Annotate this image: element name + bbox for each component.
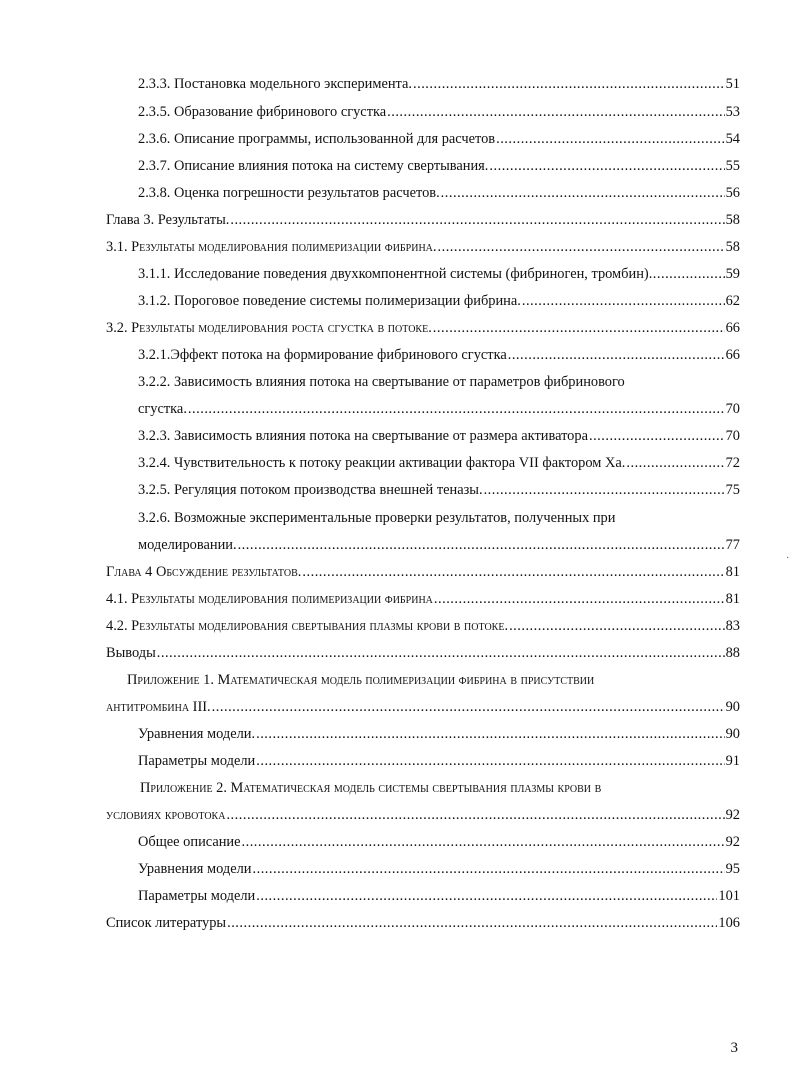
toc-entry-page: 75 [725, 482, 740, 498]
toc-entry [138, 752, 740, 770]
toc-leader-dots [227, 914, 717, 932]
toc-leader-dots [508, 346, 725, 364]
toc-entry-page: 58 [725, 212, 740, 228]
toc-entry-page: 90 [725, 726, 740, 742]
toc-entry-page: 92 [725, 834, 740, 850]
toc-leader-dots [212, 698, 725, 716]
toc-entry [138, 292, 740, 310]
toc-entry-page: 55 [725, 158, 740, 174]
toc-entry [138, 887, 740, 905]
toc-entry-title-line1: 3.2.2. Зависимость влияния потока на свертывание от параметров фибринового [138, 374, 625, 390]
toc-entry-page: 66 [725, 347, 740, 363]
toc-entry-page: 92 [725, 807, 740, 823]
toc-entry [106, 563, 740, 581]
toc-leader-dots [302, 563, 724, 581]
toc-leader-dots [256, 752, 724, 770]
toc-entry [138, 157, 740, 175]
toc-entry [106, 617, 740, 635]
toc-entry-title-continuation: моделировании. [138, 537, 237, 553]
toc-entry-page: 62 [725, 293, 740, 309]
toc-entry-page: 58 [725, 239, 740, 255]
toc-entry [138, 833, 740, 851]
toc-entry [138, 725, 740, 743]
toc-entry-page: 81 [725, 591, 740, 607]
toc-leader-dots [434, 590, 725, 608]
toc-entry [106, 319, 740, 337]
toc-entry-title: Уравнения модели [138, 861, 252, 877]
toc-entry-title: 3.1.1. Исследование поведения двухкомпонентной системы (фибриноген, тромбин) [138, 266, 649, 282]
toc-leader-dots [238, 536, 725, 554]
toc-entry-title-line1: 3.2.6. Возможные экспериментальные проверки результатов, полученных при [138, 510, 616, 526]
toc-leader-dots [387, 103, 724, 121]
toc-entry-title: 3.1. Результаты моделирования полимеризации фибрина. [106, 239, 437, 255]
toc-entry-page: 70 [725, 401, 740, 417]
toc-entry-page: 101 [718, 888, 740, 904]
toc-leader-dots [496, 130, 725, 148]
toc-entry [138, 860, 740, 878]
toc-leader-dots [626, 454, 724, 472]
toc-leader-dots [522, 292, 725, 310]
toc-entry-title: 3.2. Результаты моделирования роста сгустка в потоке. [106, 320, 432, 336]
toc-entry-title: Параметры модели [138, 753, 256, 769]
toc-entry [106, 644, 740, 662]
toc-entry-title: 3.2.3. Зависимость влияния потока на свертывание от размера активатора [138, 428, 588, 444]
toc-entry-page: 90 [725, 699, 740, 715]
toc-entry-title: 4.2. Результаты моделирования свертывания плазмы крови в потоке. [106, 618, 509, 634]
toc-entry-page: 106 [718, 915, 740, 931]
toc-leader-dots [589, 427, 725, 445]
toc-entry-page: 53 [725, 104, 740, 120]
toc-entry-page: 88 [725, 645, 740, 661]
toc-entry-page: 91 [725, 753, 740, 769]
toc-entry-page: 81 [725, 564, 740, 580]
toc-entry-page: 77 [725, 537, 740, 553]
toc-entry [138, 536, 740, 554]
toc-entry-title: Выводы [106, 645, 156, 661]
toc-leader-dots [441, 184, 725, 202]
toc-leader-dots [649, 265, 726, 283]
scan-artifact-mark: · [786, 553, 790, 564]
toc-entry [138, 75, 740, 93]
toc-entry-page: 54 [725, 131, 740, 147]
toc-entry [138, 184, 740, 202]
toc-entry-title: 2.3.6. Описание программы, использованной для расчетов [138, 131, 496, 147]
toc-entry-title: Список литературы [106, 915, 227, 931]
toc-entry [106, 211, 740, 229]
toc-leader-dots [484, 481, 725, 499]
toc-entry [106, 590, 740, 608]
toc-entry [106, 238, 740, 256]
toc-leader-dots [413, 75, 725, 93]
toc-entry-title: 3.2.4. Чувствительность к потоку реакции активации фактора VII фактором Ха. [138, 455, 626, 471]
toc-leader-dots [256, 887, 717, 905]
toc-entry [138, 346, 740, 364]
toc-entry-title-continuation: антитромбина III. [106, 699, 211, 715]
toc-entry-title: Параметры модели [138, 888, 256, 904]
toc-entry-page: 70 [725, 428, 740, 444]
toc-entry [138, 427, 740, 445]
page-number: 3 [730, 1040, 738, 1056]
toc-entry-page: 95 [725, 861, 740, 877]
toc-entry-title-continuation: сгустка. [138, 401, 187, 417]
toc-entry-page: 51 [725, 76, 740, 92]
toc-leader-dots [157, 644, 725, 662]
toc-leader-dots [438, 238, 725, 256]
toc-entry [138, 481, 740, 499]
toc-entry-title: 3.2.5. Регуляция потоком производства внешней теназы. [138, 482, 483, 498]
toc-entry-title: Глава 3. Результаты. [106, 212, 230, 228]
toc-entry [138, 130, 740, 148]
toc-leader-dots [256, 725, 725, 743]
toc-entry-page: 72 [725, 455, 740, 471]
toc-leader-dots [230, 211, 724, 229]
toc-entry [138, 103, 740, 121]
toc-entry [106, 698, 740, 716]
toc-leader-dots [509, 617, 725, 635]
toc-leader-dots [253, 860, 725, 878]
toc-leader-dots [226, 806, 724, 824]
toc-entry [106, 806, 740, 824]
toc-entry [138, 400, 740, 418]
toc-entry-title: Общее описание [138, 834, 241, 850]
toc-entry [138, 454, 740, 472]
toc-entry-title: 3.2.1.Эффект потока на формирование фибринового сгустка [138, 347, 507, 363]
toc-entry-title-line1: Приложение 2. Математическая модель системы свертывания плазмы крови в [140, 780, 602, 796]
toc-entry-title: 2.3.3. Постановка модельного эксперимента. [138, 76, 413, 92]
toc-entry-title: 2.3.7. Описание влияния потока на систему свертывания. [138, 158, 489, 174]
toc-entry-title: 2.3.5. Образование фибринового сгустка [138, 104, 387, 120]
toc-entry-title: 2.3.8. Оценка погрешности результатов расчетов. [138, 185, 440, 201]
toc-entry-page: 83 [725, 618, 740, 634]
toc-entry-title: Уравнения модели. [138, 726, 256, 742]
toc-leader-dots [242, 833, 725, 851]
toc-leader-dots [188, 400, 725, 418]
toc-entry-title-continuation: условиях кровотока [106, 807, 226, 823]
toc-entry-title: 3.1.2. Пороговое поведение системы полимеризации фибрина. [138, 293, 521, 309]
toc-entry-page: 56 [725, 185, 740, 201]
toc-leader-dots [433, 319, 725, 337]
toc-entry-page: 59 [725, 266, 740, 282]
toc-entry [138, 265, 740, 283]
toc-entry-page: 66 [725, 320, 740, 336]
toc-entry [106, 914, 740, 932]
toc-leader-dots [489, 157, 724, 175]
toc-entry-title: 4.1. Результаты моделирования полимеризации фибрина [106, 591, 433, 607]
toc-entry-title: Глава 4 Обсуждение результатов. [106, 564, 302, 580]
toc-entry-title-line1: Приложение 1. Математическая модель полимеризации фибрина в присутствии [127, 672, 595, 688]
